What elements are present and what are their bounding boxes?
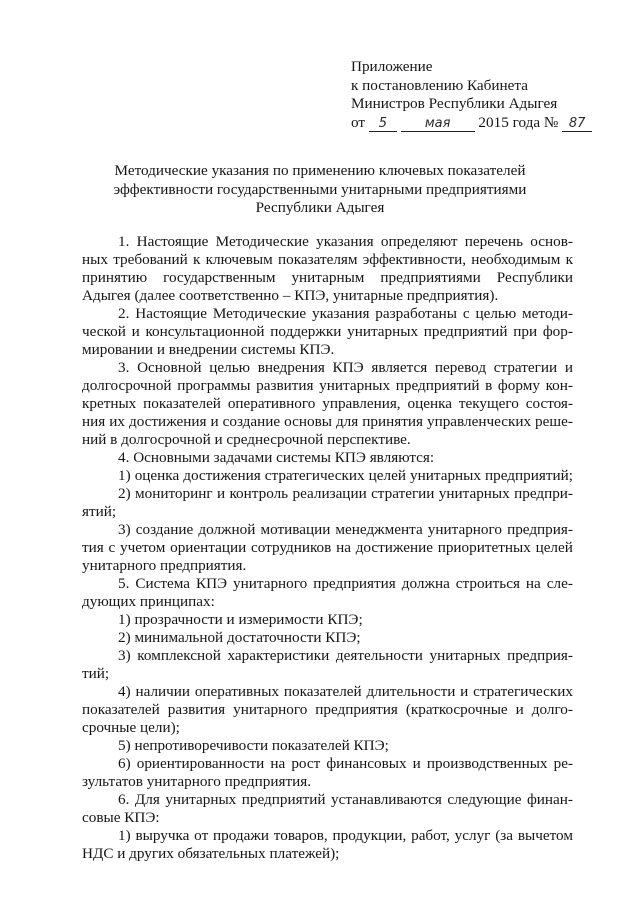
body-line: 2) минимальной достаточности КПЭ; [118, 629, 361, 646]
body-line: 2. Настоящие Методические указания разработаны с целью методи- [118, 305, 573, 322]
body-line: 6. Для унитарных предприятий устанавливаются следующие финан- [118, 791, 573, 808]
body-line: 4. Основными задачами системы КПЭ являются: [118, 449, 435, 466]
title-line-2: эффективности государственными унитарными предприятиями [113, 180, 527, 198]
body-line: ческой и консультационной поддержки унитарных предприятий при фор- [82, 323, 573, 340]
body-line: ний в долгосрочной и среднесрочной перспективе. [82, 431, 411, 448]
body-line: ятий; [82, 503, 117, 520]
body-line: 1) прозрачности и измеримости КПЭ; [118, 611, 363, 628]
body-line: 3) комплексной характеристики деятельности унитарных предприя- [118, 647, 573, 664]
title-line-1: Методические указания по применению ключевых показателей [114, 162, 526, 179]
body-line: тий; [82, 665, 110, 682]
body-line: принятию государственным унитарным предприятиями Республики [82, 269, 573, 286]
body-line: 4) наличии оперативных показателей длительности и стратегических [118, 683, 573, 700]
body-line: 1) оценка достижения стратегических целей унитарных предприятий; [118, 467, 573, 484]
date-year: 2015 года № [478, 113, 559, 131]
body-line: Адыгея (далее соответственно – КПЭ, унитарные предприятия). [82, 287, 499, 304]
body-line: показателей развития унитарного предприятия (краткосрочные и долго- [82, 701, 573, 718]
body-line: 3. Основной целью внедрения КПЭ является перевод стратегии и [118, 359, 573, 376]
body-line: ных требований к ключевым показателям эффективности, необходимым к [82, 251, 573, 268]
appendix-title: Приложение [351, 58, 433, 75]
body-line: срочные цели); [82, 719, 180, 736]
appendix-issuer: Министров Республики Адыгея [351, 95, 558, 112]
body-line: НДС и других обязательных платежей); [82, 845, 340, 862]
body-line: совые КПЭ: [82, 809, 160, 826]
body-line: кретных показателей оперативного управления, оценка текущего состоя- [82, 395, 573, 412]
date-day: 5 [378, 115, 387, 131]
date-month: мая [424, 115, 451, 131]
appendix-resolution: к постановлению Кабинета [351, 76, 528, 94]
body-line: унитарного предприятия. [82, 557, 247, 574]
date-prefix: от [351, 113, 366, 131]
body-line: тия с учетом ориентации сотрудников на достижение приоритетных целей [82, 539, 573, 556]
body-line: 6) ориентированности на рост финансовых и производственных ре- [118, 755, 573, 772]
body-line: 5. Система КПЭ унитарного предприятия должна строиться на сле- [118, 575, 573, 592]
body-line: 1) выручка от продажи товаров, продукции, работ, услуг (за вычетом [118, 827, 573, 844]
body-line: мировании и внедрении системы КПЭ. [82, 341, 335, 358]
body-line: долгосрочной программы развития унитарных предприятий в форму кон- [82, 377, 573, 394]
body-line: дующих принципах: [82, 593, 215, 610]
body-line: 5) непротиворечивости показателей КПЭ; [118, 737, 389, 754]
body-line: ния их достижения и создание основы для принятия управленческих реше- [82, 413, 573, 430]
title-line-3: Республики Адыгея [255, 199, 385, 216]
body-line: 2) мониторинг и контроль реализации стратегии унитарных предпри- [118, 485, 573, 502]
resolution-number: 87 [568, 115, 586, 131]
body-line: 1. Настоящие Методические указания определяют перечень основ- [118, 233, 573, 250]
body-line: 3) создание должной мотивации менеджмента унитарного предприя- [118, 521, 573, 538]
body-line: зультатов унитарного предприятия. [82, 773, 312, 790]
